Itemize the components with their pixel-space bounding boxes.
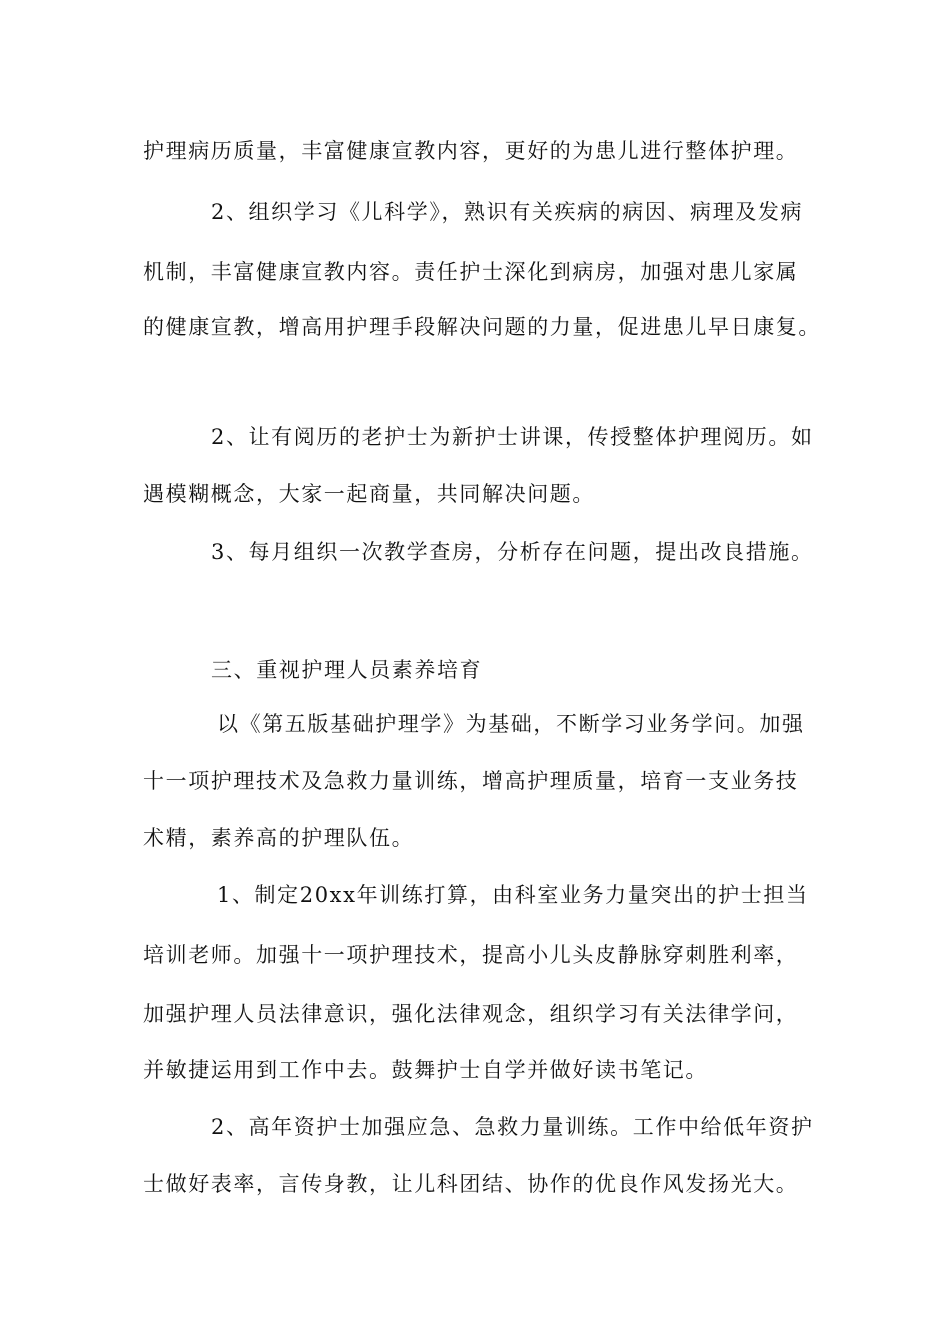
- text-line: 培训老师。加强十一项护理技术，提高小儿头皮静脉穿刺胜利率，: [143, 943, 799, 967]
- text-line: 加强护理人员法律意识，强化法律观念，组织学习有关法律学问，: [143, 1002, 799, 1026]
- text-line: 以《第五版基础护理学》为基础，不断学习业务学问。加强: [217, 712, 805, 736]
- text-line: 遇模糊概念，大家一起商量，共同解决问题。: [143, 482, 595, 506]
- text-line: 机制，丰富健康宣教内容。责任护士深化到病房，加强对患儿家属: [143, 260, 799, 284]
- text-line: 护理病历质量，丰富健康宣教内容，更好的为患儿进行整体护理。: [143, 139, 799, 163]
- text-line: 十一项护理技术及急救力量训练，增高护理质量，培育一支业务技: [143, 769, 799, 793]
- text-line: 术精，素养高的护理队伍。: [143, 826, 415, 850]
- text-line: 并敏捷运用到工作中去。鼓舞护士自学并做好读书笔记。: [143, 1058, 708, 1082]
- text-line: 2、组织学习《儿科学》，熟识有关疾病的病因、病理及发病: [211, 200, 804, 224]
- text-line: 2、高年资护士加强应急、急救力量训练。工作中给低年资护: [211, 1115, 814, 1139]
- section-heading: 三、重视护理人员素养培育: [211, 658, 483, 682]
- text-line: 的健康宣教，增高用护理手段解决问题的力量，促进患儿早日康复。: [143, 315, 821, 339]
- text-line: 2、让有阅历的老护士为新护士讲课，传授整体护理阅历。如: [211, 425, 814, 449]
- text-line: 1、制定20xx年训练打算，由科室业务力量突出的护士担当: [217, 883, 809, 907]
- text-line: 士做好表率，言传身教，让儿科团结、协作的优良作风发扬光大。: [143, 1172, 799, 1196]
- text-line: 3、每月组织一次教学查房，分析存在问题，提出改良措施。: [211, 540, 814, 564]
